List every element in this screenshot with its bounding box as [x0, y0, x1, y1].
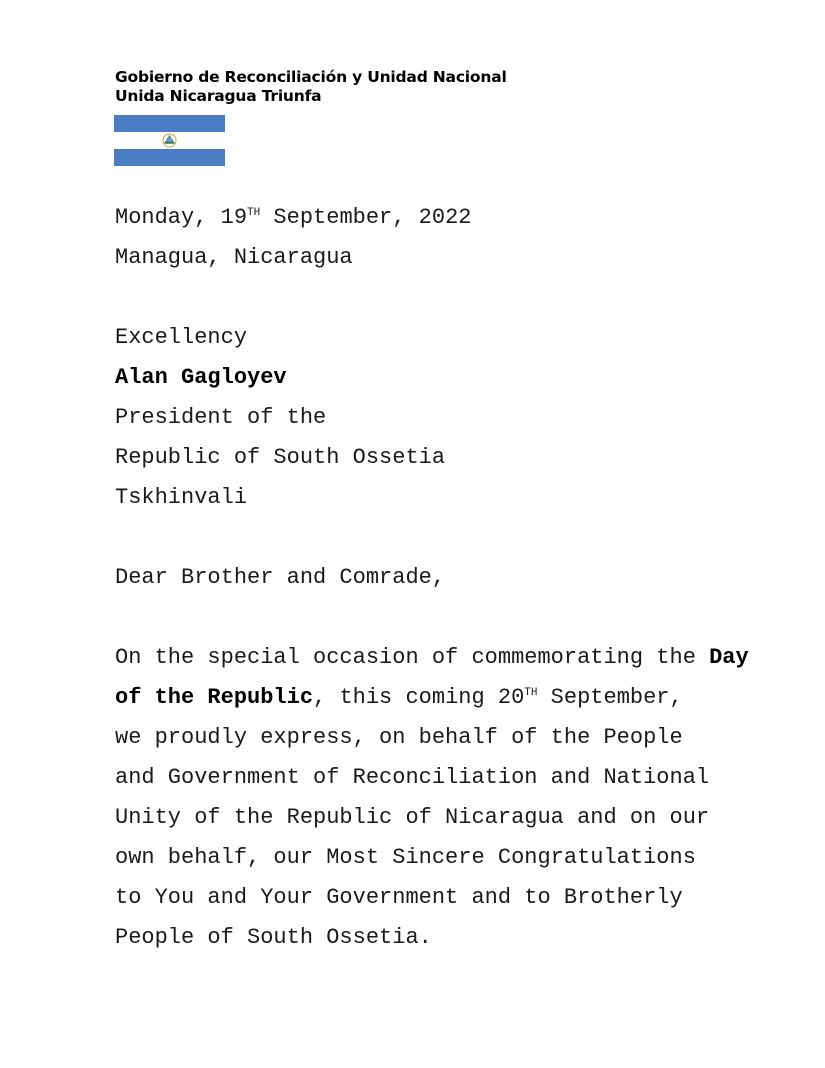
paragraph-line-1-text: On the special occasion of commemorating the — [115, 645, 696, 670]
addressee-name: Alan Gagloyev — [115, 365, 287, 390]
date-day-suffix: TH — [247, 207, 261, 219]
paragraph-line-2 — [115, 685, 711, 711]
letterhead — [115, 68, 507, 106]
date-day: Monday, 19 — [115, 205, 248, 230]
paragraph-line-3: we proudly express, on behalf of the People — [115, 725, 683, 750]
paragraph-line-7: to You and Your Government and to Brotherly — [115, 885, 683, 910]
letter-date — [115, 205, 471, 231]
paragraph-line-2-text: , this coming 20 — [313, 685, 525, 710]
addressee-title-line1: President of the — [115, 405, 327, 430]
paragraph-line-6: own behalf, our Most Sincere Congratulations — [115, 845, 696, 870]
paragraph-line-8: People of South Ossetia. — [115, 925, 432, 950]
paragraph-line-5: Unity of the Republic of Nicaragua and on our — [115, 805, 710, 830]
body-paragraph — [115, 645, 749, 951]
paragraph-line-2-suffix: TH — [524, 687, 538, 699]
letterhead-line-motto: Unida Nicaragua Triunfa — [115, 87, 322, 105]
addressee-title-line2: Republic of South Ossetia — [115, 445, 446, 470]
nicaragua-flag-icon — [114, 115, 225, 166]
letter-place: Managua, Nicaragua — [115, 245, 353, 270]
addressee-salutation-title: Excellency — [115, 325, 248, 350]
greeting: Dear Brother and Comrade, — [115, 565, 446, 590]
paragraph-line-2-end: September, — [537, 685, 683, 710]
date-month-year: September, 2022 — [260, 205, 472, 230]
letterhead-line-government: Gobierno de Reconciliación y Unidad Nacional — [115, 68, 507, 86]
addressee-city: Tskhinvali — [115, 485, 248, 510]
paragraph-line-4: and Government of Reconciliation and National — [115, 765, 710, 790]
coat-of-arms-icon — [163, 134, 176, 147]
paragraph-line-2-bold: of the Republic — [115, 685, 314, 710]
paragraph-line-1 — [115, 645, 749, 671]
paragraph-line-1-bold: Day — [709, 645, 749, 670]
